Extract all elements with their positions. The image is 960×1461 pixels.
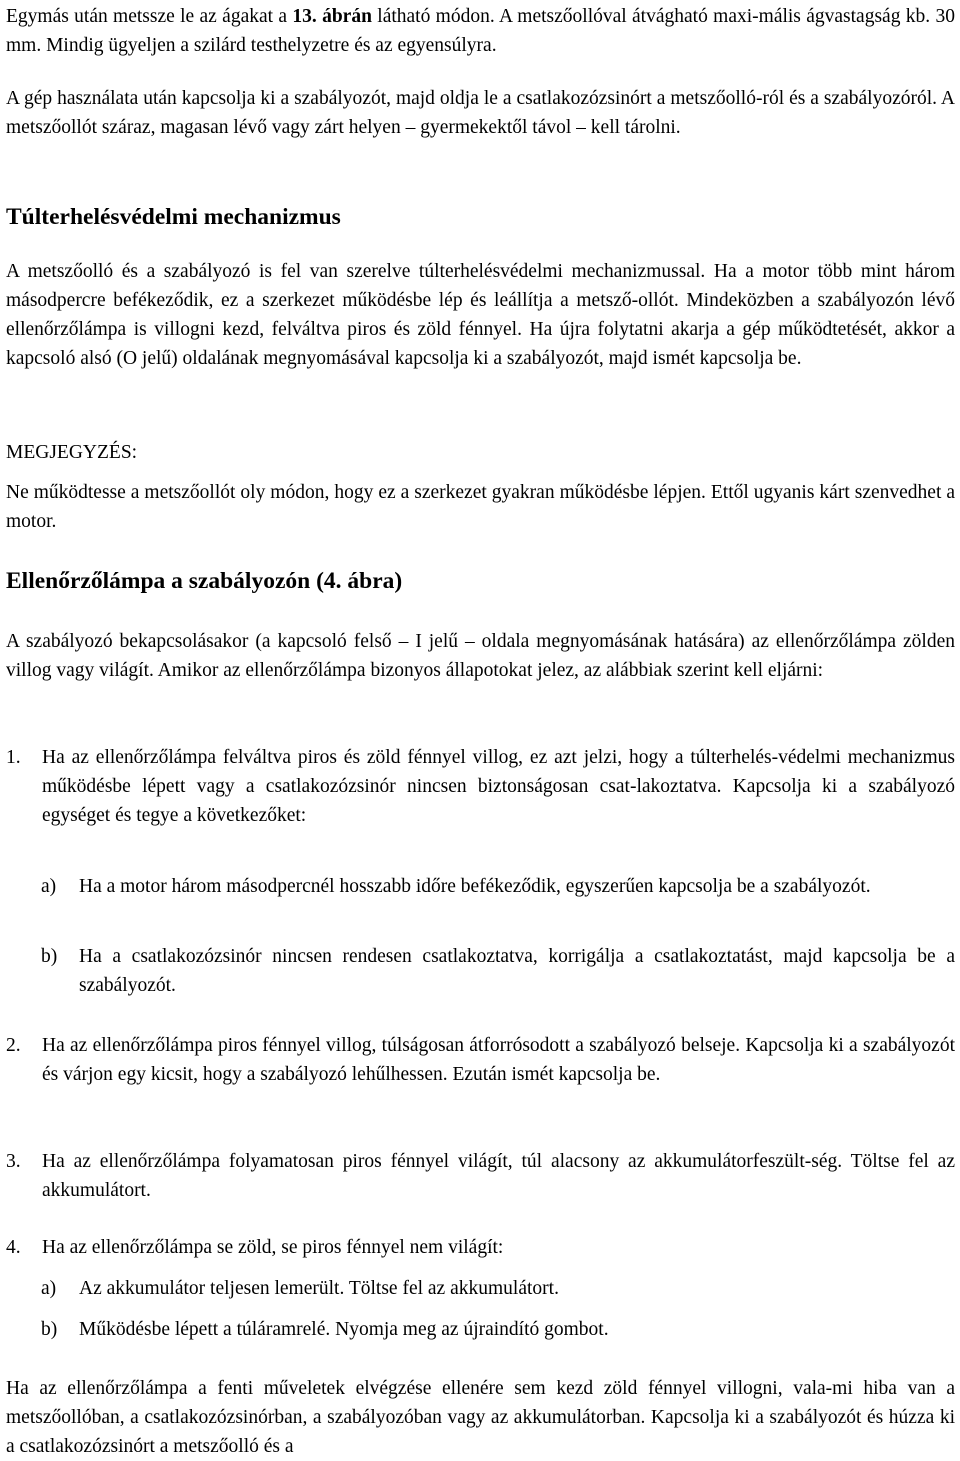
lamp-heading: Ellenőrzőlámpa a szabályozón (4. ábra) — [6, 568, 403, 594]
note-text: Ne működtesse a metszőollót oly módon, hogy ez a szerkezet gyakran működésbe lépjen. Ettől ugyanis kárt szenvedhet a motor. — [6, 482, 955, 532]
intro-paragraph-2: A gép használata után kapcsolja ki a szabályozót, majd oldja le a csatlakozózsinórt a metszőolló-ról és a szabályozóról. A metszőollót száraz, magasan lévő vagy zárt helyen – gyermekektől távol – kell tárolni. — [6, 88, 955, 138]
list-number: 2. — [6, 1035, 21, 1056]
sublist-letter: a) — [41, 876, 57, 897]
sublist-text: Ha a motor három másodpercnél hosszabb időre befékeződik, egyszerűen kapcsolja be a szabályozót. — [79, 876, 871, 897]
intro-text: látható módon. A metszőollóval átvágható maxi-mális ágvastagság kb. 30 mm. Mindig ügyeljen a szilárd testhelyzetre és az egyensúlyra. — [6, 6, 955, 56]
list-number: 4. — [6, 1237, 21, 1258]
intro-text: Egymás után metssze le az ágakat a — [6, 6, 293, 27]
sublist-letter: b) — [41, 946, 58, 967]
list-text: Ha az ellenőrzőlámpa piros fénnyel villog, túlságosan átforrósodott a szabályozó belseje. Kapcsolja ki a szabályozót és várjon egy kicsit, hogy a szabályozó lehűlhessen. Ezután ismét kapcsolja be. — [42, 1035, 955, 1085]
closing-paragraph: Ha az ellenőrzőlámpa a fenti műveletek elvégzése ellenére sem kezd zöld fénnyel villogni, vala-mi hiba van a metszőollóban, a csatlakozózsinórban, a szabályozóban vagy az akkumulátorban. Kapcsolja ki a szabályozót és húzza ki a csatlakozózsinórt a metszőolló és a — [6, 1378, 955, 1457]
overload-heading: Túlterhelésvédelmi mechanizmus — [6, 204, 341, 230]
list-text: Ha az ellenőrzőlámpa felváltva piros és zöld fénnyel villog, ez azt jelzi, hogy a túlterhelés-védelmi mechanizmus működésbe lépett vagy a csatlakozózsinór nincsen biztonságosan csat-lakoztatva. Kapcsolja ki a szabályozó egységet és tegye a következőket: — [42, 747, 955, 826]
intro-paragraph-1 — [6, 2, 955, 60]
note-label: MEGJEGYZÉS: — [6, 442, 138, 463]
list-text: Ha az ellenőrzőlámpa folyamatosan piros fénnyel világít, túl alacsony az akkumulátorfeszült-ség. Töltse fel az akkumulátort. — [42, 1151, 955, 1201]
sublist-letter: a) — [41, 1278, 57, 1299]
sublist-text: Működésbe lépett a túláramrelé. Nyomja meg az újraindító gombot. — [79, 1319, 609, 1340]
sublist-text: Az akkumulátor teljesen lemerült. Töltse fel az akkumulátort. — [79, 1278, 559, 1299]
lamp-intro: A szabályozó bekapcsolásakor (a kapcsoló felső – I jelű – oldala megnyomásának hatására) az ellenőrzőlámpa zölden villog vagy világít. Amikor az ellenőrzőlámpa bizonyos állapotokat jelez, az alábbiak szerint kell eljárni: — [6, 631, 955, 681]
figure-reference: 13. ábrán — [292, 6, 372, 27]
overload-paragraph: A metszőolló és a szabályozó is fel van szerelve túlterhelésvédelmi mechanizmussal. Ha a motor több mint három másodpercre befékeződik, ez a szerkezet működésbe lép és leállítja a metsző-ollót. Mindeközben a szabályozón lévő ellenőrzőlámpa is villogni kezd, felváltva piros és zöld fénnyel. Ha újra folytatni akarja a gép működtetését, akkor a kapcsoló alsó (O jelű) oldalának megnyomásával kapcsolja ki a szabályozót, majd ismét kapcsolja be. — [6, 261, 955, 369]
list-text: Ha az ellenőrzőlámpa se zöld, se piros fénnyel nem világít: — [42, 1237, 504, 1258]
list-number: 1. — [6, 747, 21, 768]
sublist-text: Ha a csatlakozózsinór nincsen rendesen csatlakoztatva, korrigálja a csatlakoztatást, majd kapcsolja be a szabályozót. — [79, 946, 955, 996]
list-number: 3. — [6, 1151, 21, 1172]
sublist-letter: b) — [41, 1319, 58, 1340]
